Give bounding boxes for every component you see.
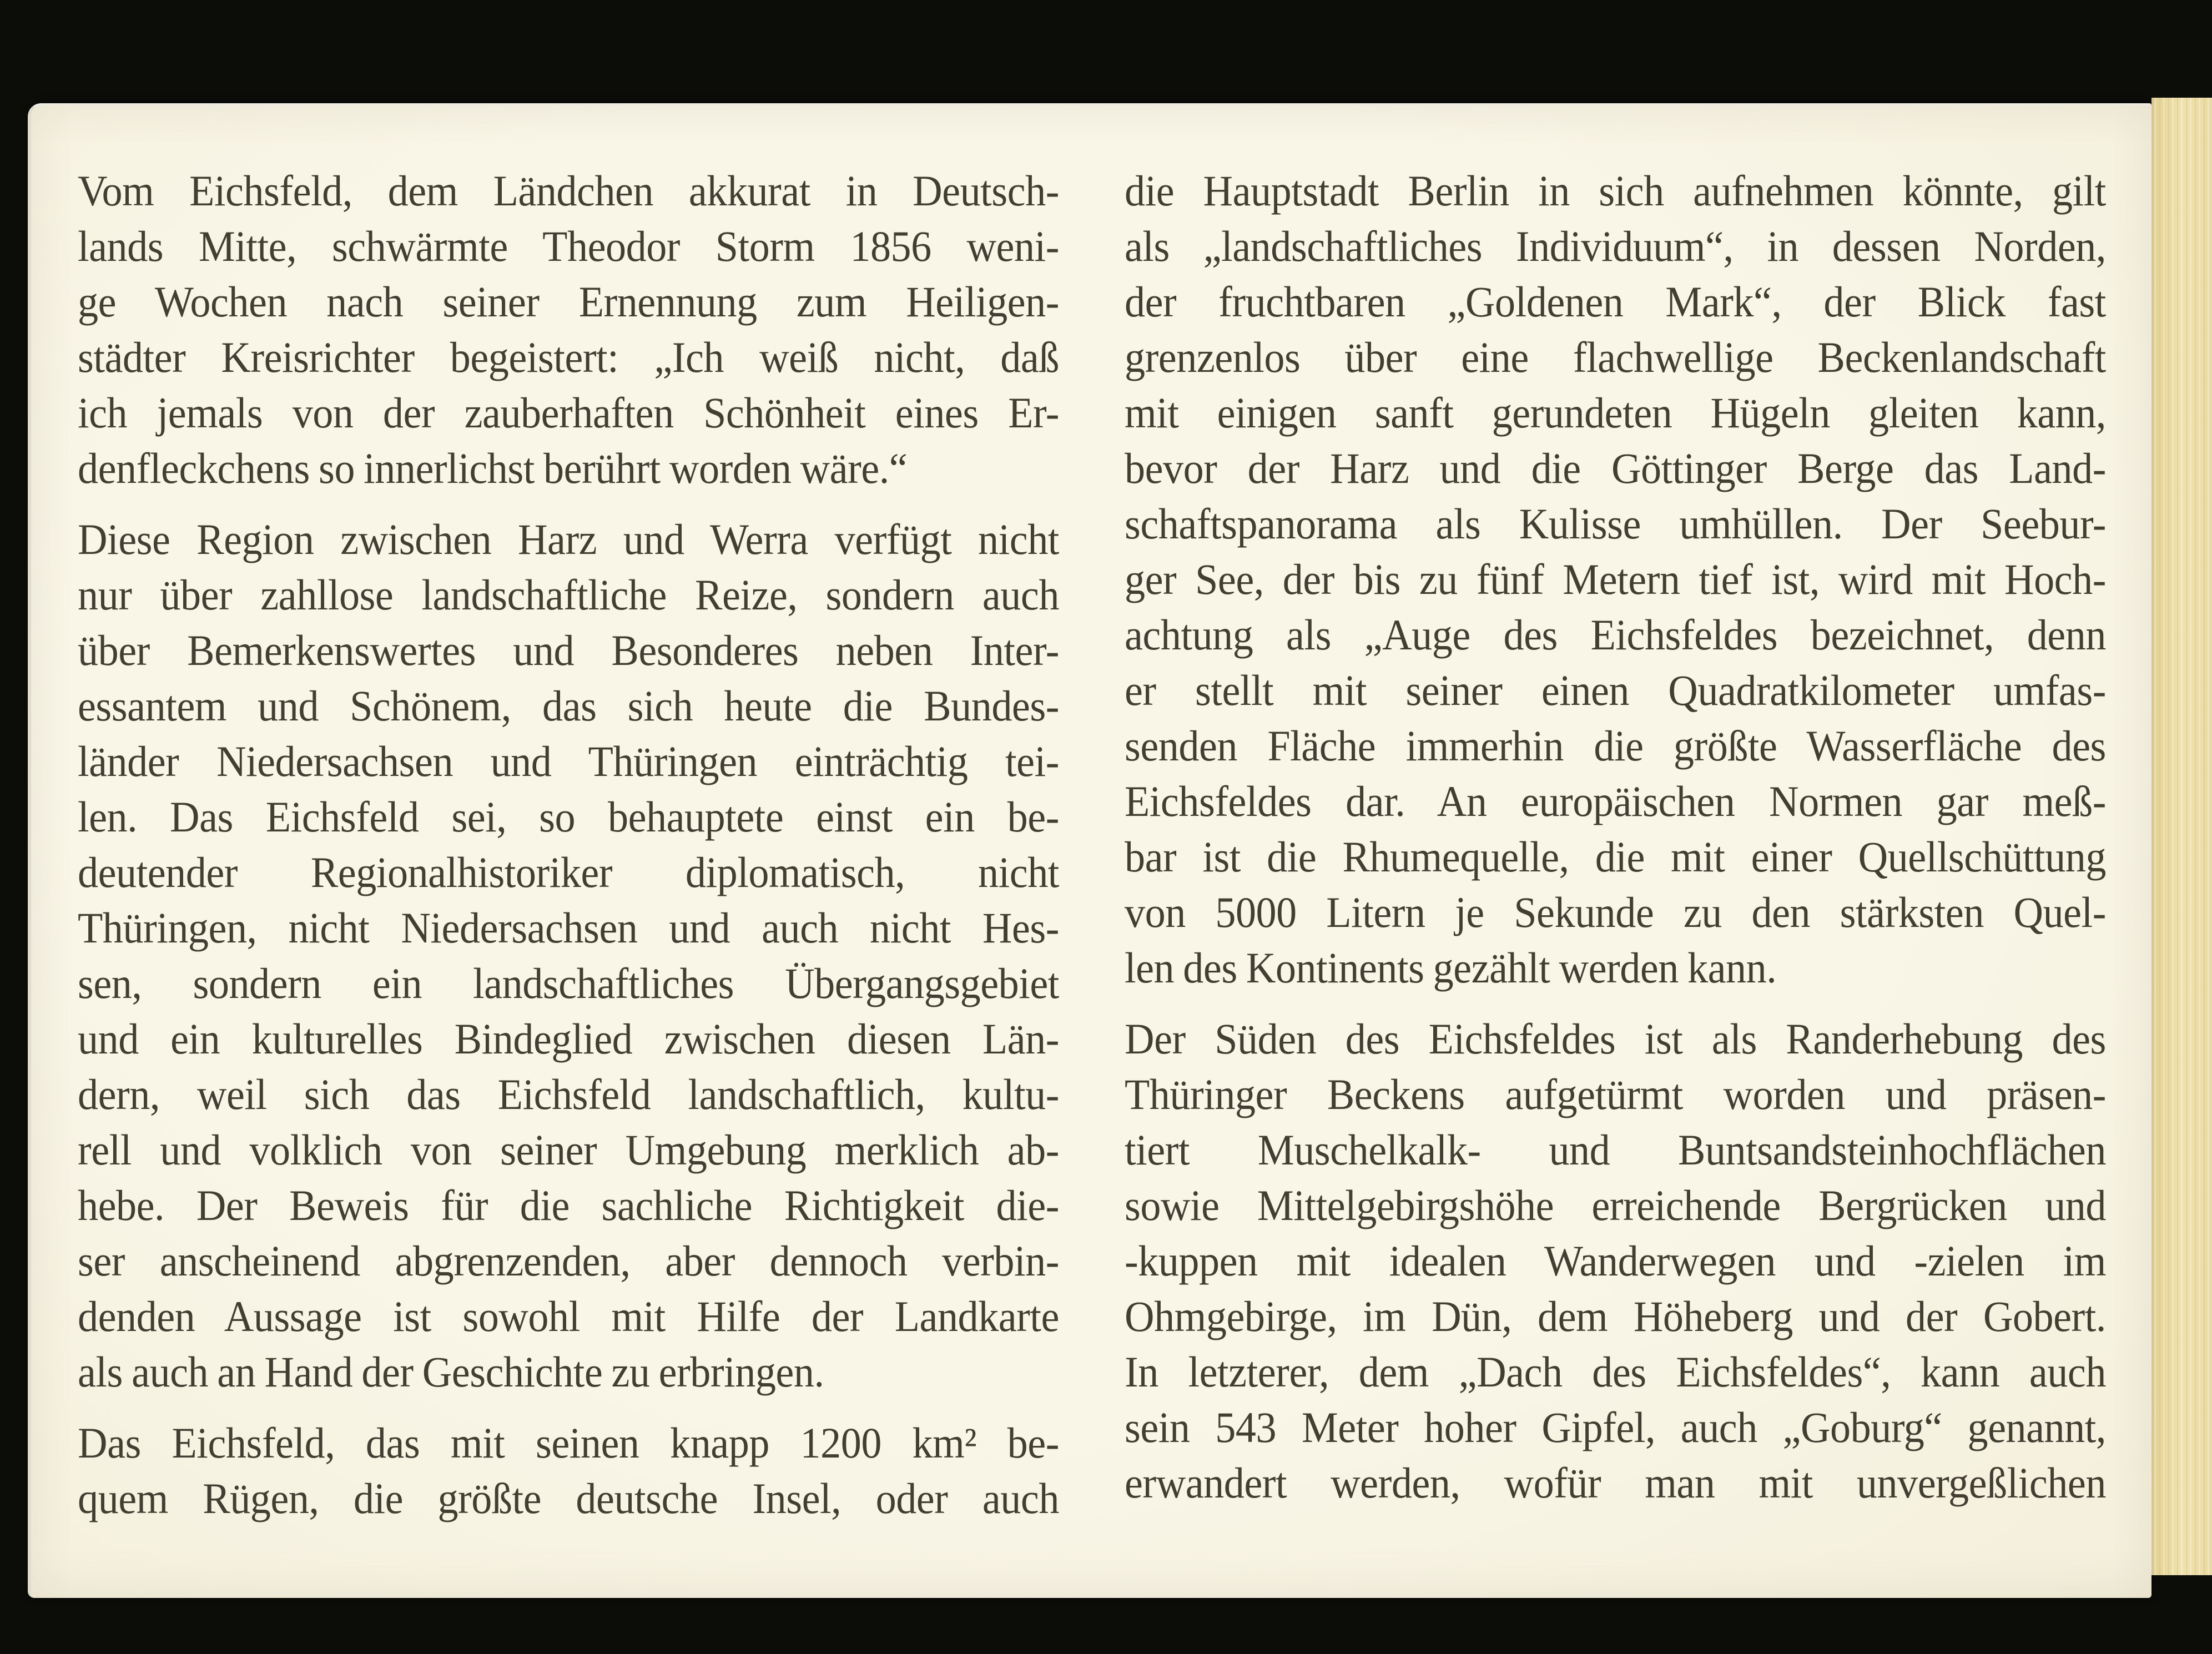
text-line: Ohmgebirge, im Dün, dem Höheberg und der Gobert. <box>1125 1292 2106 1340</box>
text-line: Der Süden des Eichsfeldes ist als Randerhebung des <box>1125 1015 2106 1063</box>
left-text-column <box>78 163 1059 1526</box>
text-line: In letzterer, dem „Dach des Eichsfeldes“, kann auch <box>1125 1348 2106 1396</box>
text-line: len des Kontinents gezählt werden kann. <box>1125 944 1777 992</box>
text-line: sowie Mittelgebirgshöhe erreichende Bergrücken und <box>1125 1181 2106 1229</box>
text-line: Das Eichsfeld, das mit seinen knapp 1200 km² be- <box>78 1419 1059 1467</box>
text-line: sein 543 Meter hoher Gipfel, auch „Goburg“ genannt, <box>1125 1403 2106 1451</box>
text-line: städter Kreisrichter begeistert: „Ich weiß nicht, daß <box>78 333 1059 381</box>
text-line: len. Das Eichsfeld sei, so behauptete einst ein be- <box>78 793 1059 841</box>
text-line: Vom Eichsfeld, dem Ländchen akkurat in Deutsch- <box>78 167 1059 215</box>
text-line: essantem und Schönem, das sich heute die Bundes- <box>78 682 1059 730</box>
text-line: dern, weil sich das Eichsfeld landschaftlich, kultu- <box>78 1070 1059 1118</box>
text-line: die Hauptstadt Berlin in sich aufnehmen könnte, gilt <box>1125 167 2106 215</box>
text-line: tiert Muschelkalk- und Buntsandsteinhochflächen <box>1125 1126 2106 1174</box>
text-line: grenzenlos über eine flachwellige Beckenlandschaft <box>1125 333 2106 381</box>
text-line: er stellt mit seiner einen Quadratkilometer umfas- <box>1125 666 2106 714</box>
text-line: nur über zahllose landschaftliche Reize, sondern auch <box>78 571 1059 619</box>
text-line: Eichsfeldes dar. An europäischen Normen gar meß- <box>1125 777 2106 825</box>
text-line: der fruchtbaren „Goldenen Mark“, der Blick fast <box>1125 278 2106 326</box>
text-line: deutender Regionalhistoriker diplomatisch, nicht <box>78 848 1059 896</box>
text-line: Thüringer Beckens aufgetürmt worden und präsen- <box>1125 1070 2106 1118</box>
text-line: achtung als „Auge des Eichsfeldes bezeichnet, denn <box>1125 611 2106 659</box>
text-line: als auch an Hand der Geschichte zu erbringen. <box>78 1348 824 1396</box>
text-line: ich jemals von der zauberhaften Schönheit eines Er- <box>78 389 1059 437</box>
text-line: bevor der Harz und die Göttinger Berge das Land- <box>1125 444 2106 492</box>
text-line: von 5000 Litern je Sekunde zu den stärksten Quel- <box>1125 888 2106 936</box>
text-line: senden Fläche immerhin die größte Wasserfläche des <box>1125 722 2106 770</box>
text-line: als „landschaftliches Individuum“, in dessen Norden, <box>1125 222 2106 270</box>
paragraph <box>1125 1011 2106 1511</box>
text-line: länder Niedersachsen und Thüringen einträchtig tei- <box>78 737 1059 785</box>
text-line: rell und volklich von seiner Umgebung merklich ab- <box>78 1126 1059 1174</box>
text-line: ger See, der bis zu fünf Metern tief ist, wird mit Hoch- <box>1125 555 2106 603</box>
text-line: sen, sondern ein landschaftliches Übergangsgebiet <box>78 959 1059 1007</box>
text-line: ser anscheinend abgrenzenden, aber dennoch verbin- <box>78 1237 1059 1285</box>
text-line: Thüringen, nicht Niedersachsen und auch nicht Hes- <box>78 904 1059 952</box>
text-line: über Bemerkenswertes und Besonderes neben Inter- <box>78 626 1059 674</box>
text-line: mit einigen sanft gerundeten Hügeln gleiten kann, <box>1125 389 2106 437</box>
paragraph <box>1125 163 2106 996</box>
paragraph <box>78 512 1059 1400</box>
right-text-column <box>1125 163 2106 1511</box>
paragraph <box>78 163 1059 496</box>
text-line: erwandert werden, wofür man mit unvergeßlichen <box>1125 1459 2106 1507</box>
text-line: Diese Region zwischen Harz und Werra verfügt nicht <box>78 515 1059 563</box>
text-line: ge Wochen nach seiner Ernennung zum Heiligen- <box>78 278 1059 326</box>
text-line: bar ist die Rhumequelle, die mit einer Quellschüttung <box>1125 833 2106 881</box>
text-line: quem Rügen, die größte deutsche Insel, oder auch <box>78 1474 1059 1522</box>
text-line: schaftspanorama als Kulisse umhüllen. Der Seebur- <box>1125 500 2106 548</box>
book-fore-edge <box>2151 98 2212 1575</box>
paragraph <box>78 1415 1059 1526</box>
book-page <box>28 103 2151 1598</box>
text-line: denfleckchens so innerlichst berührt worden wäre.“ <box>78 444 908 492</box>
text-line: lands Mitte, schwärmte Theodor Storm 1856 weni- <box>78 222 1059 270</box>
text-line: -kuppen mit idealen Wanderwegen und -zielen im <box>1125 1237 2106 1285</box>
text-line: und ein kulturelles Bindeglied zwischen diesen Län- <box>78 1015 1059 1063</box>
text-line: hebe. Der Beweis für die sachliche Richtigkeit die- <box>78 1181 1059 1229</box>
text-line: denden Aussage ist sowohl mit Hilfe der Landkarte <box>78 1292 1059 1340</box>
